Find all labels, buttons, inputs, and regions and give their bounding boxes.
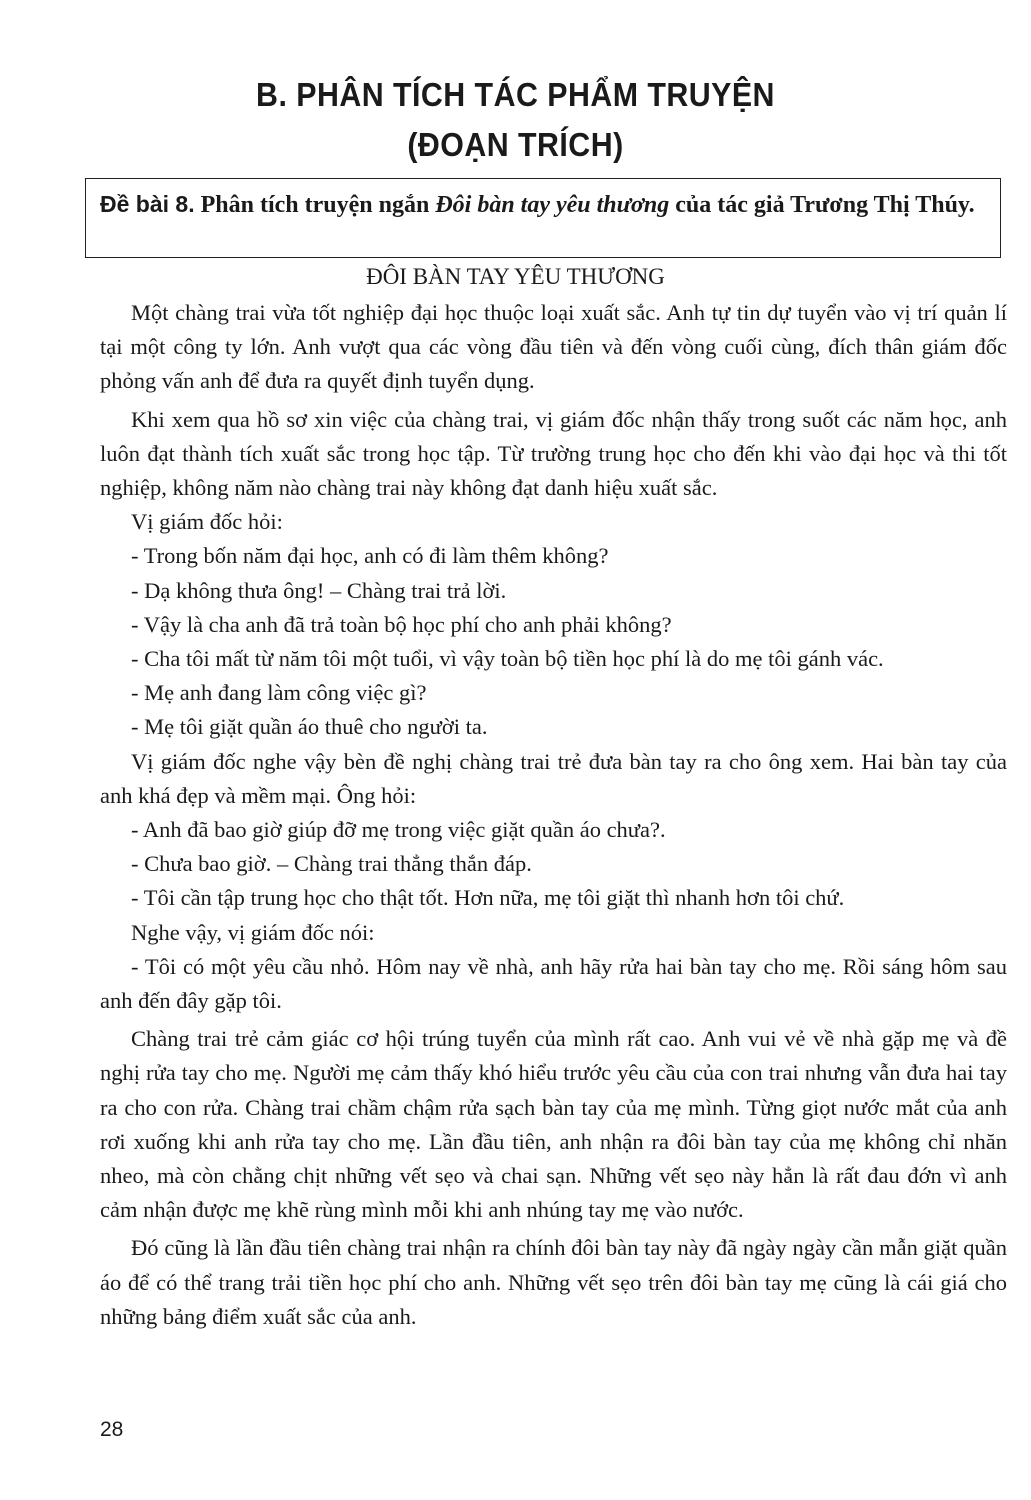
- paragraph: Đó cũng là lần đầu tiên chàng trai nhận ra chính đôi bàn tay này đã ngày ngày cần mẫn giặt quần áo để có thể trang trải tiền học phí cho anh. Những vết sẹo trên đôi bàn tay mẹ cũng là cái giá cho những bảng điểm xuất sắc của anh.: [100, 1235, 1007, 1329]
- page-number: 28: [100, 1418, 124, 1441]
- paragraph: Vị giám đốc nghe vậy bèn đề nghị chàng trai trẻ đưa bàn tay ra cho ông xem. Hai bàn tay của anh khá đẹp và mềm mại. Ông hỏi:: [100, 748, 1007, 808]
- paragraph: - Tôi cần tập trung học cho thật tốt. Hơn nữa, mẹ tôi giặt thì nhanh hơn tôi chứ.: [131, 885, 845, 911]
- story-title: ĐÔI BÀN TAY YÊU THƯƠNG: [366, 264, 665, 289]
- paragraph: - Mẹ anh đang làm công việc gì?: [131, 680, 427, 706]
- paragraph: Khi xem qua hồ sơ xin việc của chàng trai, vị giám đốc nhận thấy trong suốt các năm học, anh luôn đạt thành tích xuất sắc trong học tập. Từ trường trung học cho đến khi vào đại học và thi tốt nghiệp, không năm nào chàng trai này không đạt danh hiệu xuất sắc.: [100, 406, 1007, 501]
- paragraph: - Cha tôi mất từ năm tôi một tuổi, vì vậy toàn bộ tiền học phí là do mẹ tôi gánh vác.: [131, 646, 884, 672]
- section-heading-line2: (ĐOẠN TRÍCH): [407, 126, 624, 163]
- paragraph: Nghe vậy, vị giám đốc nói:: [131, 919, 375, 945]
- task-work-title: Đôi bàn tay yêu thương: [435, 192, 670, 218]
- paragraph: - Dạ không thưa ông! – Chàng trai trả lời.: [131, 577, 507, 603]
- paragraph: - Vậy là cha anh đã trả toàn bộ học phí cho anh phải không?: [131, 611, 672, 637]
- paragraph: Vị giám đốc hỏi:: [131, 509, 283, 535]
- task-text-after: của tác giả Trương Thị Thúy.: [669, 192, 975, 218]
- paragraph: Chàng trai trẻ cảm giác cơ hội trúng tuyển của mình rất cao. Anh vui vẻ về nhà gặp mẹ và đề nghị rửa tay cho mẹ. Người mẹ cảm thấy khó hiểu trước yêu cầu của con trai nhưng vẫn đưa hai tay ra cho con rửa. Chàng trai chầm chậm rửa sạch bàn tay của mẹ mình. Từng giọt nước mắt của anh rơi xuống khi anh rửa tay cho mẹ. Lần đầu tiên, anh nhận ra đôi bàn tay của mẹ không chỉ nhăn nheo, mà còn chằng chịt những vết sẹo và chai sạn. Những vết sẹo này hẳn là rất đau đớn vì anh cảm nhận được mẹ khẽ rùng mình mỗi khi anh nhúng tay mẹ vào nước.: [100, 1026, 1007, 1223]
- paragraph: - Anh đã bao giờ giúp đỡ mẹ trong việc giặt quần áo chưa?.: [131, 817, 666, 843]
- paragraph: - Trong bốn năm đại học, anh có đi làm thêm không?: [131, 543, 609, 569]
- paragraph: - Tôi có một yêu cầu nhỏ. Hôm nay về nhà, anh hãy rửa hai bàn tay cho mẹ. Rồi sáng hôm sau anh đến đây gặp tôi.: [100, 953, 1007, 1014]
- paragraph: - Mẹ tôi giặt quần áo thuê cho người ta.: [131, 714, 488, 740]
- story-body: [100, 296, 1007, 1334]
- paragraph: Một chàng trai vừa tốt nghiệp đại học thuộc loại xuất sắc. Anh tự tin dự tuyển vào vị trí quản lí tại một công ty lớn. Anh vượt qua các vòng đầu tiên và đến vòng cuối cùng, đích thân giám đốc phỏng vấn anh để đưa ra quyết định tuyển dụng.: [100, 300, 1007, 394]
- paragraph: - Chưa bao giờ. – Chàng trai thẳng thắn đáp.: [131, 851, 532, 877]
- task-text-before: Phân tích truyện ngắn: [194, 192, 436, 218]
- section-heading-line1: B. PHÂN TÍCH TÁC PHẨM TRUYỆN: [256, 76, 775, 113]
- task-box: [85, 178, 1001, 258]
- task-label: Đề bài 8.: [100, 191, 195, 217]
